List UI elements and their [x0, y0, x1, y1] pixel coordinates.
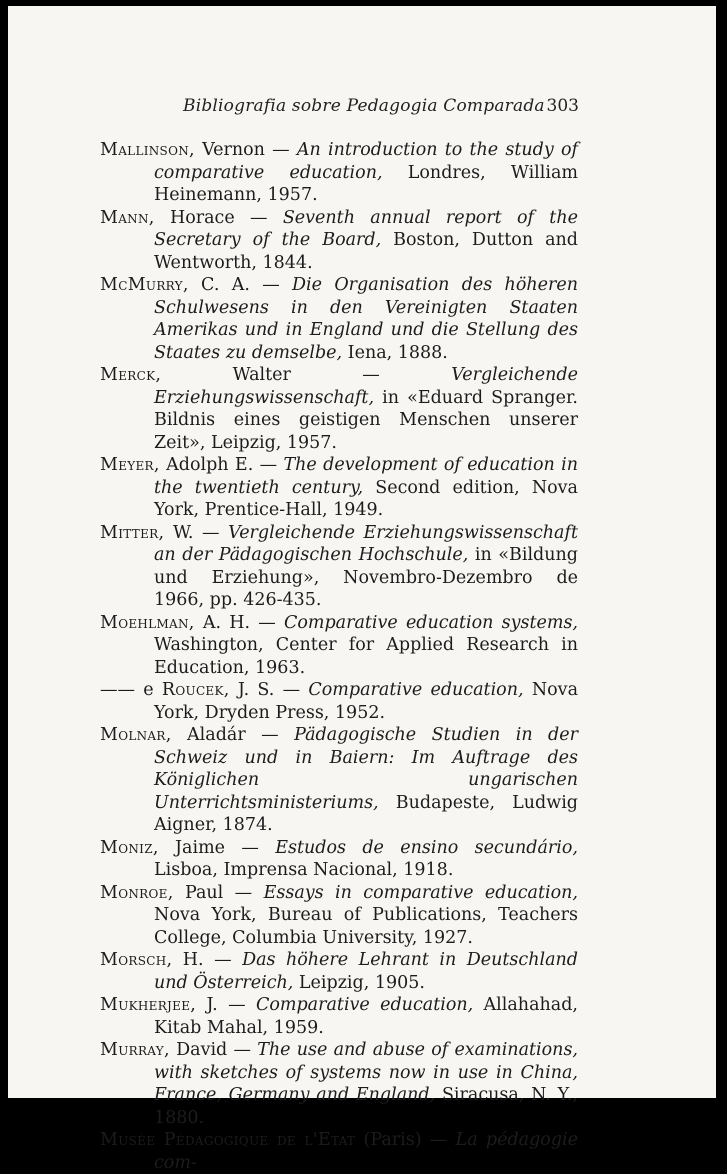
bibliography-entry	[100, 724, 578, 837]
entry-author: Musée Pédagogique de l'Etat	[100, 1130, 356, 1150]
entry-author: Meyer,	[100, 455, 160, 475]
entry-author-name: (Paris) —	[363, 1130, 448, 1150]
bibliography-entry	[100, 364, 578, 454]
entry-title: Das höhere Lehrant in Deutschland und Österreich,	[154, 950, 578, 993]
entry-author: Molnar,	[100, 725, 172, 745]
entry-title: Pädagogische Studien in der Schweiz und in Baiern: Im Auftrage des Königlichen ungarischen Unterrichtsministeriums,	[154, 725, 578, 813]
entry-title: Seventh annual report of the Secretary of the Board,	[154, 207, 578, 250]
bibliography-entry	[100, 1039, 578, 1129]
entry-author: Mitter,	[100, 522, 165, 543]
entry-author-name: W. —	[172, 522, 220, 543]
entry-publication: Leipzig, 1905.	[298, 972, 425, 993]
entry-coauthor: Roucek,	[161, 680, 230, 700]
entry-publication: in «Eduard Spranger. Bildnis eines geistigen Menschen unserer Zeit», Leipzig, 1957.	[154, 387, 578, 453]
entry-author: Moehlman,	[100, 612, 195, 633]
entry-author-name: Vernon —	[202, 140, 290, 160]
entry-publication: Second edition, Nova York, Prentice-Hall, 1949.	[154, 477, 578, 520]
entry-title: Comparative education,	[308, 680, 524, 700]
entry-coauthor-name: J. S. —	[237, 680, 301, 700]
bibliography-entry	[100, 207, 578, 275]
entry-title: An introduction to the study of comparative education,	[154, 140, 578, 183]
entry-publication: Boston, Dutton and Wentworth, 1844.	[154, 230, 578, 273]
entry-author-name: Aladár —	[187, 725, 279, 745]
bibliography-entry	[100, 882, 578, 950]
entry-publication: Budapeste, Ludwig Aigner, 1874.	[154, 792, 578, 835]
entry-author: Mallinson,	[100, 140, 195, 160]
entry-author-name: Horace —	[169, 207, 268, 228]
entry-publication: Londres, William Heinemann, 1957.	[154, 162, 578, 205]
entry-publication: in «Bildung und Erziehung», Novembro-Dezembro de 1966, pp. 426-435.	[154, 545, 578, 610]
entry-title: Estudos de ensino secundário,	[275, 837, 578, 858]
entry-author: Morsch,	[100, 950, 173, 970]
entry-author: McMurry,	[100, 275, 189, 295]
entry-publication: Siracusa, N. Y., 1880.	[154, 1085, 578, 1128]
bibliography-entry	[100, 139, 578, 207]
entry-publication: Washington, Center for Applied Research in Education, 1963.	[154, 635, 578, 678]
book-page	[8, 6, 716, 1173]
entry-title: Die Organisation des höheren Schulwesens in den Vereinigten Staaten Amerikas und in England und die Stellung des Staates zu demselbe,	[154, 275, 578, 363]
entry-author-name: Jaime —	[175, 837, 259, 858]
entry-author-name: J. —	[206, 995, 246, 1015]
bibliography-entry	[100, 837, 578, 882]
entry-author-name: Paul —	[184, 882, 253, 903]
bibliography-list	[100, 139, 578, 1174]
entry-title: Comparative education systems,	[283, 612, 578, 633]
entry-publication: Nova York, Bureau of Publications, Teachers College, Columbia University, 1927.	[154, 905, 578, 948]
running-head	[183, 96, 583, 122]
bibliography-entry	[100, 454, 578, 522]
entry-author-name: C. A. —	[201, 275, 280, 295]
entry-title: Vergleichende Erziehungswissenschaft an der Pädagogischen Hochschule,	[154, 522, 578, 565]
entry-title: Comparative education,	[255, 995, 474, 1015]
running-title: Bibliografia sobre Pedagogia Comparada	[183, 96, 545, 116]
entry-author-name: H. —	[182, 950, 232, 970]
entry-title: La pédagogie com-	[154, 1130, 578, 1173]
entry-author-name: David —	[176, 1040, 251, 1060]
bibliography-entry	[100, 612, 578, 680]
entry-author-name: Adolph E. —	[166, 455, 278, 475]
bibliography-entry	[100, 994, 578, 1039]
bibliography-entry	[100, 274, 578, 364]
entry-author-name: Walter —	[232, 365, 380, 385]
entry-publication: Lisboa, Imprensa Nacional, 1918.	[154, 860, 454, 880]
entry-author: Monroe,	[100, 882, 174, 903]
entry-author: Moniz,	[100, 837, 159, 858]
bibliography-entry	[100, 679, 578, 724]
entry-title: Vergleichende Erziehungswissenschaft,	[154, 365, 578, 408]
entry-title: The development of education in the twentieth century,	[154, 455, 578, 498]
entry-author: Mukherjee,	[100, 995, 197, 1015]
page-number: 303	[546, 96, 579, 116]
entry-title: Essays in comparative education,	[263, 882, 578, 903]
entry-publication: Nova York, Dryden Press, 1952.	[154, 680, 578, 723]
entry-author: Merck,	[100, 365, 162, 385]
entry-title: The use and abuse of examinations, with sketches of systems now in use in China, France, Germany and England,	[154, 1040, 578, 1105]
entry-author: Mann,	[100, 207, 155, 228]
entry-author: Murray,	[100, 1040, 170, 1060]
entry-author-name: A. H. —	[202, 612, 276, 633]
entry-publication: Allahahad, Kitab Mahal, 1959.	[154, 995, 578, 1038]
entry-publication: Iena, 1888.	[347, 342, 448, 363]
bibliography-entry	[100, 949, 578, 994]
bibliography-entry	[100, 1129, 578, 1174]
entry-author-name: —— e	[100, 680, 154, 700]
bibliography-entry	[100, 522, 578, 612]
